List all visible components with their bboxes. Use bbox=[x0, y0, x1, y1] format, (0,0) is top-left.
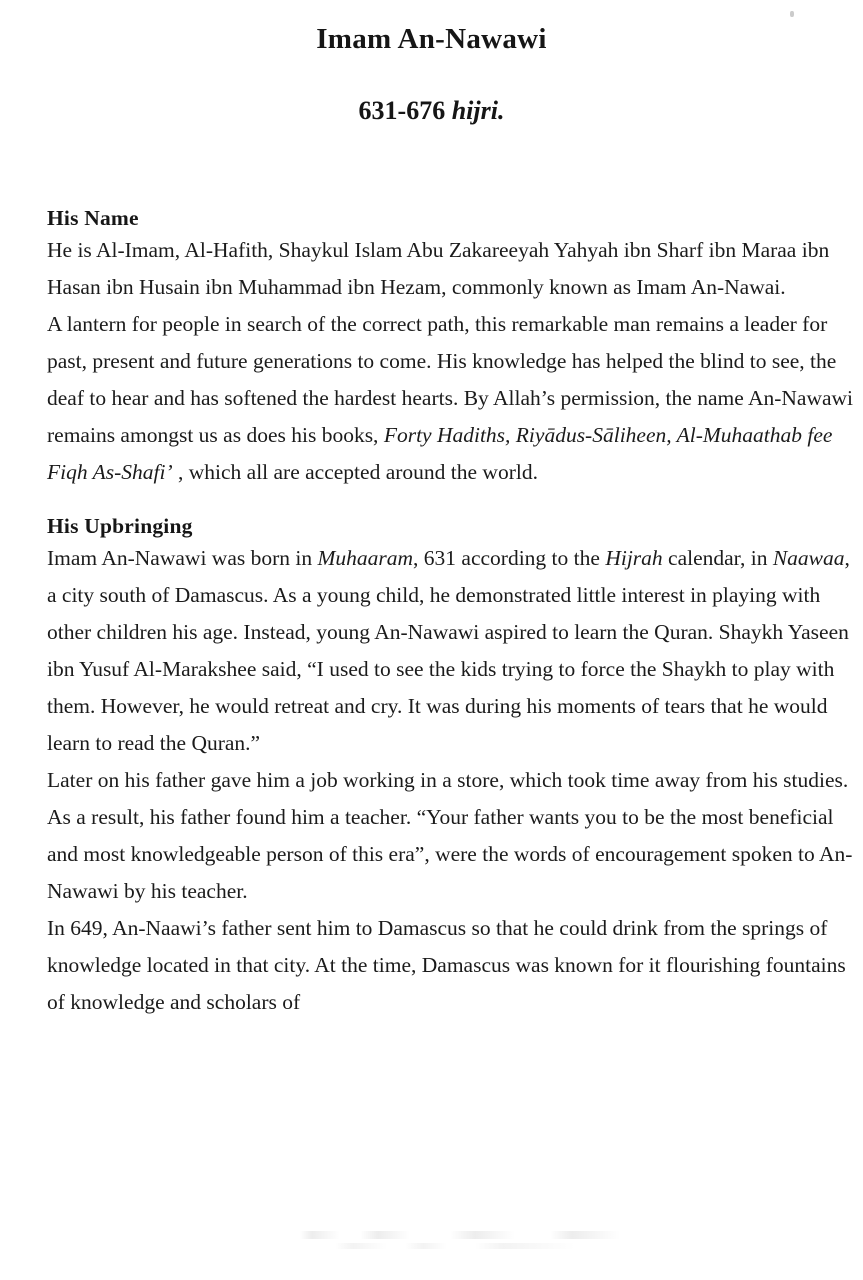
paragraph-text-segment: , 631 according to the bbox=[413, 545, 606, 570]
title-block bbox=[0, 22, 863, 126]
term-hijrah-italic: Hijrah bbox=[605, 545, 663, 570]
page-subtitle bbox=[0, 57, 863, 126]
paragraph-text-segment: , a city south of Damascus. As a young child, he demonstrated little interest in playing with other children his age. Instead, young An-Nawawi aspired to learn the Quran. Shaykh Yaseen ibn Yusuf Al-Marakshee said, “I used to see the kids trying to force the Shaykh to play with them. However, he would retreat and cry. It was during his moments of tears that he would learn to read the Quran.” bbox=[47, 545, 856, 755]
paragraph-text-segment: , which all are accepted around the world. bbox=[172, 459, 538, 484]
book-titles-italic: Forty Hadiths, Riyādus-Sāliheen, Al-Muhaathab fee Fiqh As-Shafi’ bbox=[47, 422, 838, 484]
section-heading-his-name: His Name bbox=[47, 206, 139, 230]
term-naawaa-italic: Naawaa bbox=[772, 545, 845, 570]
subtitle-calendar-term: hijri. bbox=[451, 95, 505, 125]
paragraph-his-upbringing-2: Later on his father gave him a job working in a store, which took time away from his studies. As a result, his father found him a teacher. “Your father wants you to be the most beneficial and most knowledgeable person of this era”, were the words of encouragement spoken to An-Nawawi by his teacher. bbox=[47, 767, 858, 903]
page-bottom-cutoff-artifact-secondary bbox=[335, 1243, 600, 1249]
page-title: Imam An-Nawawi bbox=[316, 23, 547, 55]
subtitle-year-range: 631-676 bbox=[358, 95, 452, 125]
paragraph-his-upbringing-3: In 649, An-Naawi’s father sent him to Damascus so that he could drink from the springs of knowledge located in that city. At the time, Damascus was known for it flourishing fountains of knowledge and scholars of bbox=[47, 915, 852, 1014]
paragraph-text-segment: Imam An-Nawawi was born in bbox=[47, 545, 318, 570]
paragraph-text-segment: calendar, in bbox=[662, 545, 773, 570]
document-body bbox=[47, 205, 863, 1021]
section-heading-his-upbringing: His Upbringing bbox=[47, 513, 193, 538]
paragraph-his-name-1: He is Al-Imam, Al-Hafith, Shaykul Islam Abu Zakareeyah Yahyah ibn Sharf ibn Maraa ibn Hasan ibn Husain ibn Muhammad ibn Hezam, commonly known as Imam An-Nawai. bbox=[47, 237, 835, 299]
term-muhaaram-italic: Muhaaram bbox=[317, 545, 414, 570]
paragraph-text-segment: A lantern for people in search of the correct path, this remarkable man remains a leader for past, present and future generations to come. His knowledge has helped the blind to see, the deaf to hear and has softened the hardest hearts. By Allah’s permission, the name An-Nawawi remains amongst us as does his books, bbox=[47, 311, 859, 447]
paragraph-his-name-2 bbox=[47, 306, 863, 491]
page-bottom-cutoff-artifact bbox=[300, 1231, 630, 1239]
paragraph-his-upbringing-1 bbox=[47, 540, 863, 762]
scan-speck-artifact bbox=[790, 11, 794, 17]
